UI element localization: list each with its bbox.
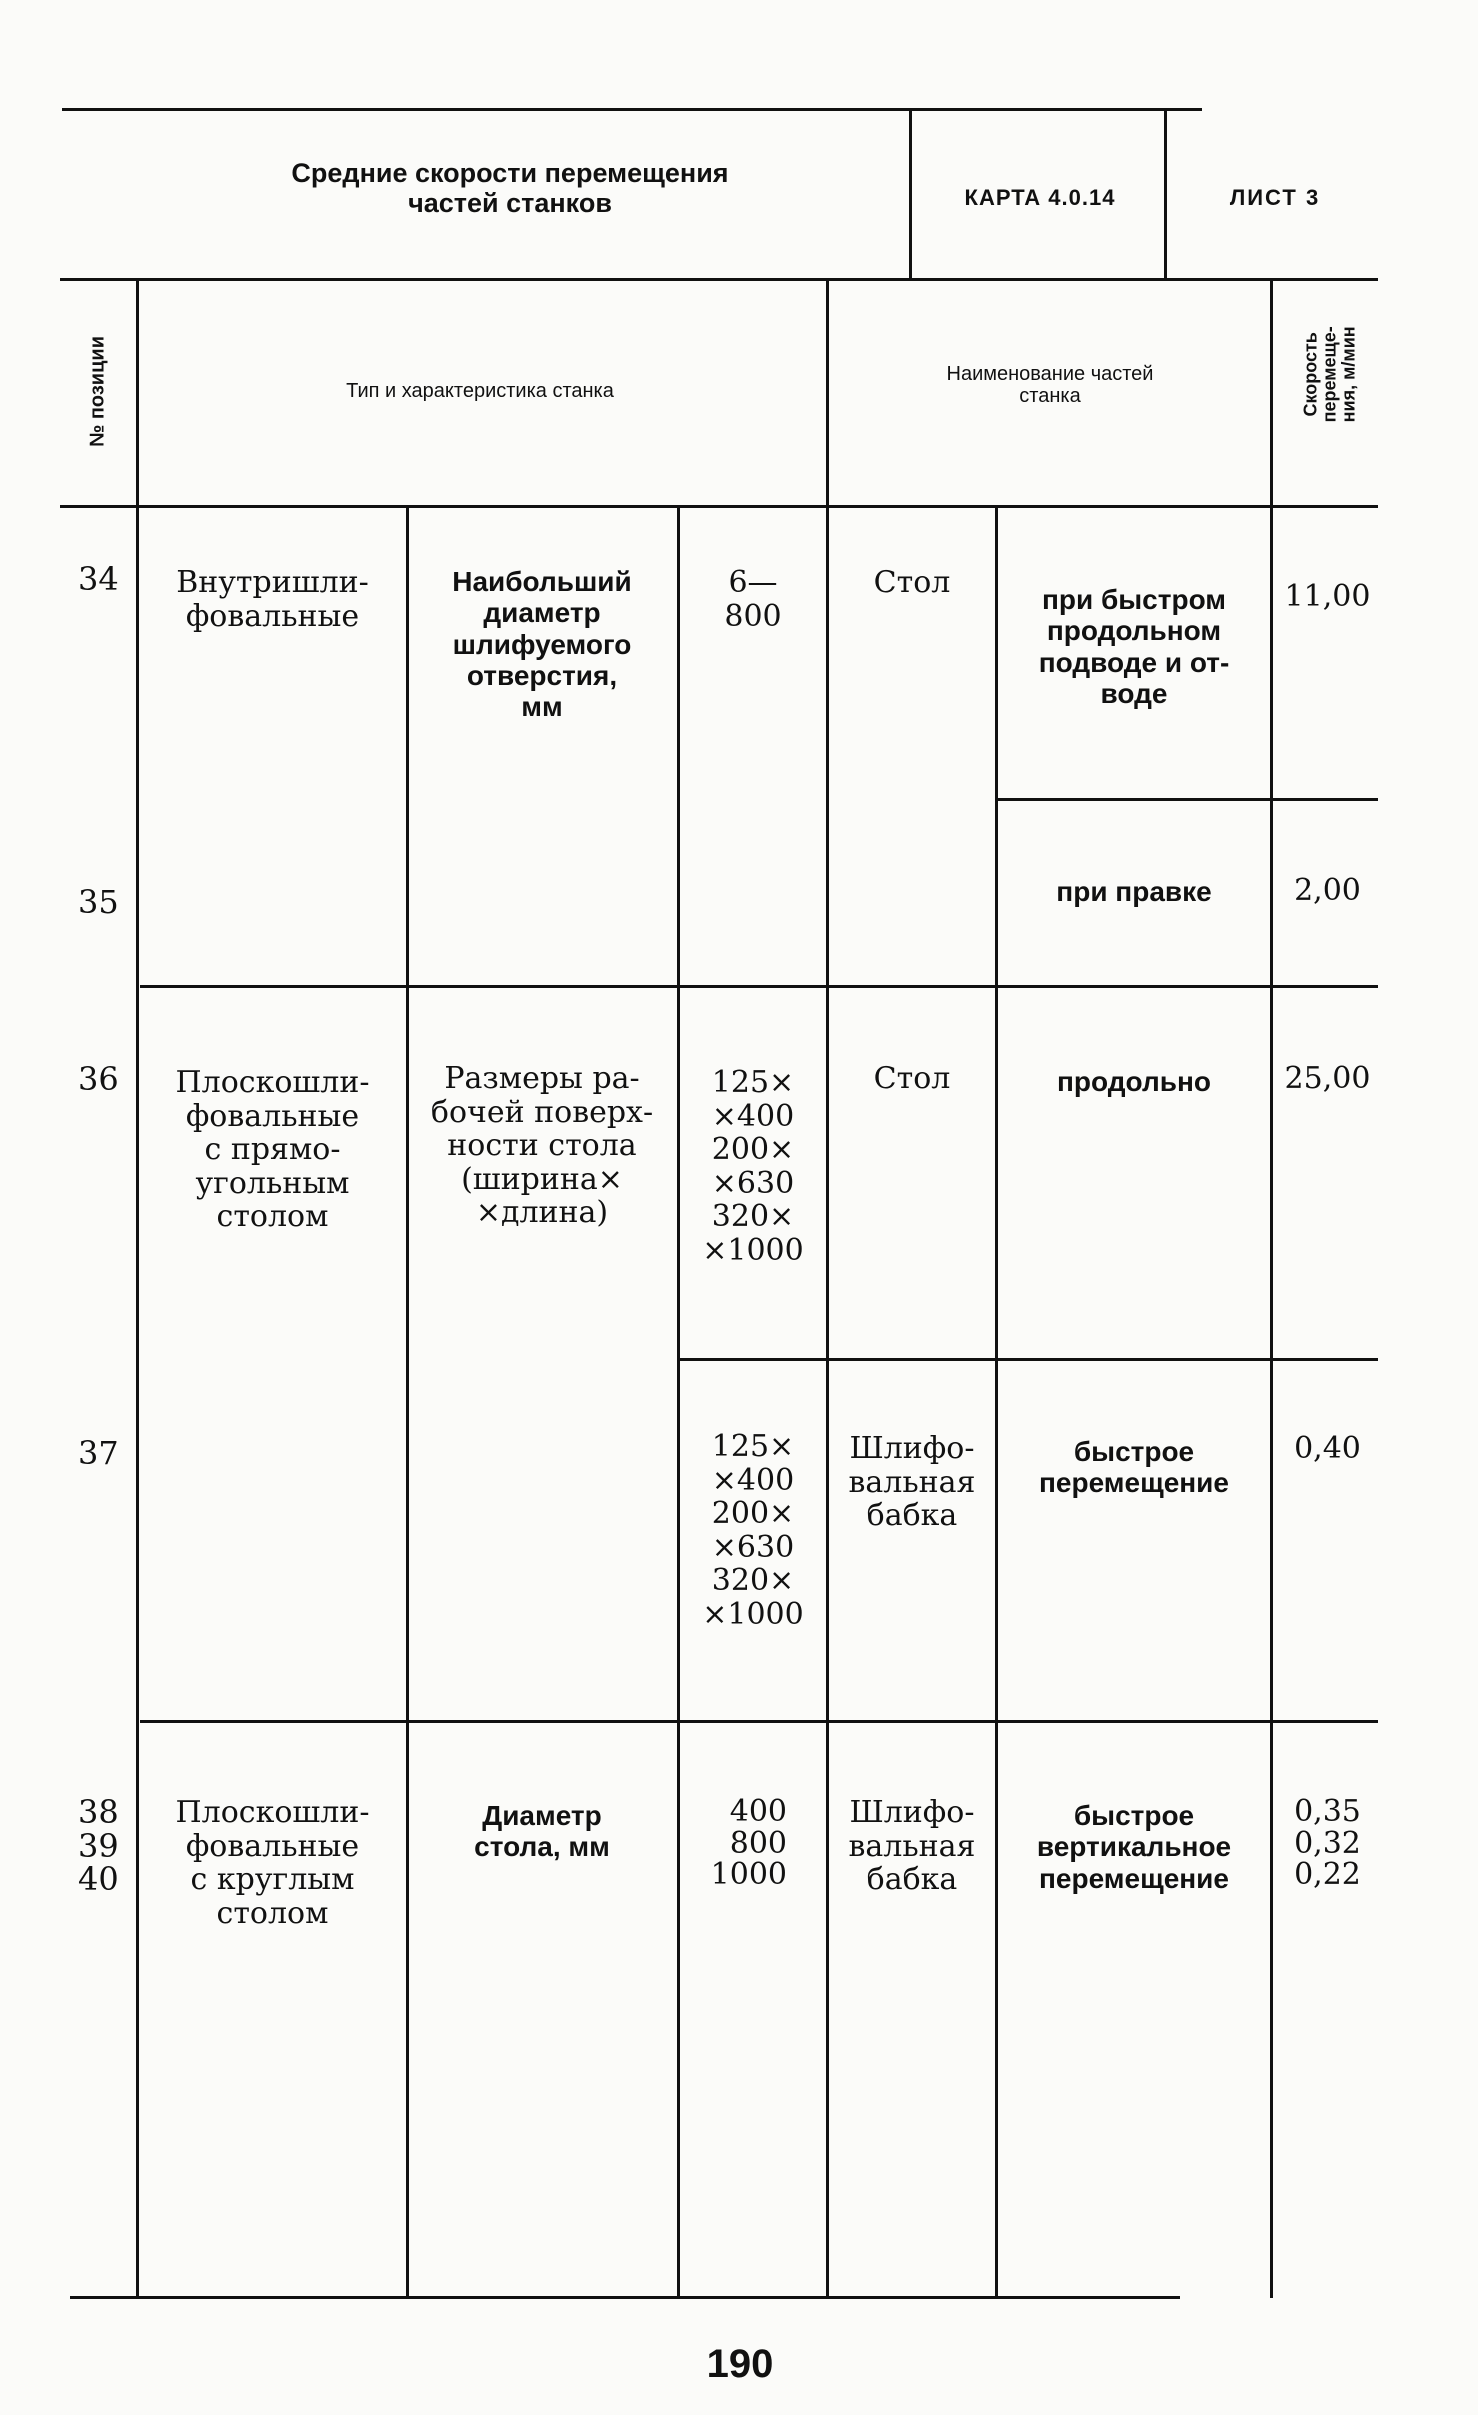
speed-36: 25,00: [1284, 1061, 1371, 1096]
size-34: 6— 800: [724, 565, 782, 634]
mode-36: продольно: [1057, 1066, 1211, 1097]
column-header-position: № позиции: [86, 336, 109, 448]
speed-34: 11,00: [1284, 579, 1371, 614]
size-36: 125× ×400 200× ×630 320× ×1000: [702, 1065, 804, 1268]
col-line-mode: [1270, 278, 1273, 2298]
part-38-40: Шлифо- вальная бабка: [848, 1795, 976, 1898]
col-line-position: [136, 278, 139, 2298]
position-34: 34: [78, 560, 119, 598]
row-sep-34-35: [997, 798, 1378, 801]
type-36: Плоскошли- фовальные с прямо- угольным столом: [175, 1065, 370, 1235]
page-number: 190: [706, 2342, 774, 2386]
positions-38-40: 38 39 40: [78, 1793, 119, 1899]
type-34: Внутришли- фовальные: [176, 565, 369, 634]
column-header-top-rule: [60, 278, 1378, 281]
table-title: Средние скорости перемещения частей станков: [291, 158, 729, 219]
column-header-parts: Наименование частей станка: [946, 363, 1154, 408]
card-number: КАРТА 4.0.14: [964, 185, 1116, 210]
part-36: Стол: [873, 1061, 951, 1096]
col-line-characteristic: [677, 508, 680, 2298]
column-header-bottom-rule: [60, 505, 1378, 508]
size-37: 125× ×400 200× ×630 320× ×1000: [702, 1429, 804, 1632]
characteristic-38-40: Диаметр стола, мм: [474, 1800, 610, 1863]
mode-35: при правке: [1056, 876, 1212, 907]
part-37: Шлифо- вальная бабка: [848, 1431, 976, 1534]
column-header-type: Тип и характеристика станка: [346, 380, 614, 402]
speed-37: 0,40: [1294, 1431, 1361, 1466]
characteristic-34: Наибольший диаметр шлифуемого отверстия, мм: [452, 566, 632, 723]
column-header-speed: Скорость перемеще- ния, м/мин: [1300, 326, 1359, 423]
position-37: 37: [78, 1434, 119, 1472]
type-38-40: Плоскошли- фовальные с круглым столом: [175, 1795, 370, 1931]
position-36: 36: [78, 1060, 119, 1098]
header-top-rule: [62, 108, 1202, 111]
mode-38-40: быстрое вертикальное перемещение: [1036, 1800, 1232, 1894]
sheet-number: ЛИСТ 3: [1229, 185, 1321, 210]
mode-37: быстрое перемещение: [1039, 1436, 1229, 1499]
speed-38-40: 0,35 0,32 0,22: [1294, 1794, 1361, 1892]
row-sep-36-37: [680, 1358, 1378, 1361]
speed-35: 2,00: [1294, 873, 1361, 908]
col-line-part: [995, 508, 998, 2298]
characteristic-36: Размеры ра- бочей поверх- ности стола (ширина× ×длина): [430, 1061, 654, 1231]
col-line-type: [406, 508, 409, 2298]
mode-34: при быстром продольном подводе и от- воде: [1038, 584, 1230, 710]
position-35: 35: [78, 883, 119, 921]
row-sep-37-38: [140, 1720, 1378, 1723]
row-sep-35-36: [140, 985, 1378, 988]
size-38-40: 400 800 1000: [710, 1794, 787, 1892]
header-divider-2: [1164, 110, 1167, 278]
col-line-size: [826, 278, 829, 2298]
table-bottom-rule: [70, 2296, 1180, 2299]
header-divider-1: [909, 110, 912, 278]
part-34-label: Стол: [873, 565, 951, 600]
